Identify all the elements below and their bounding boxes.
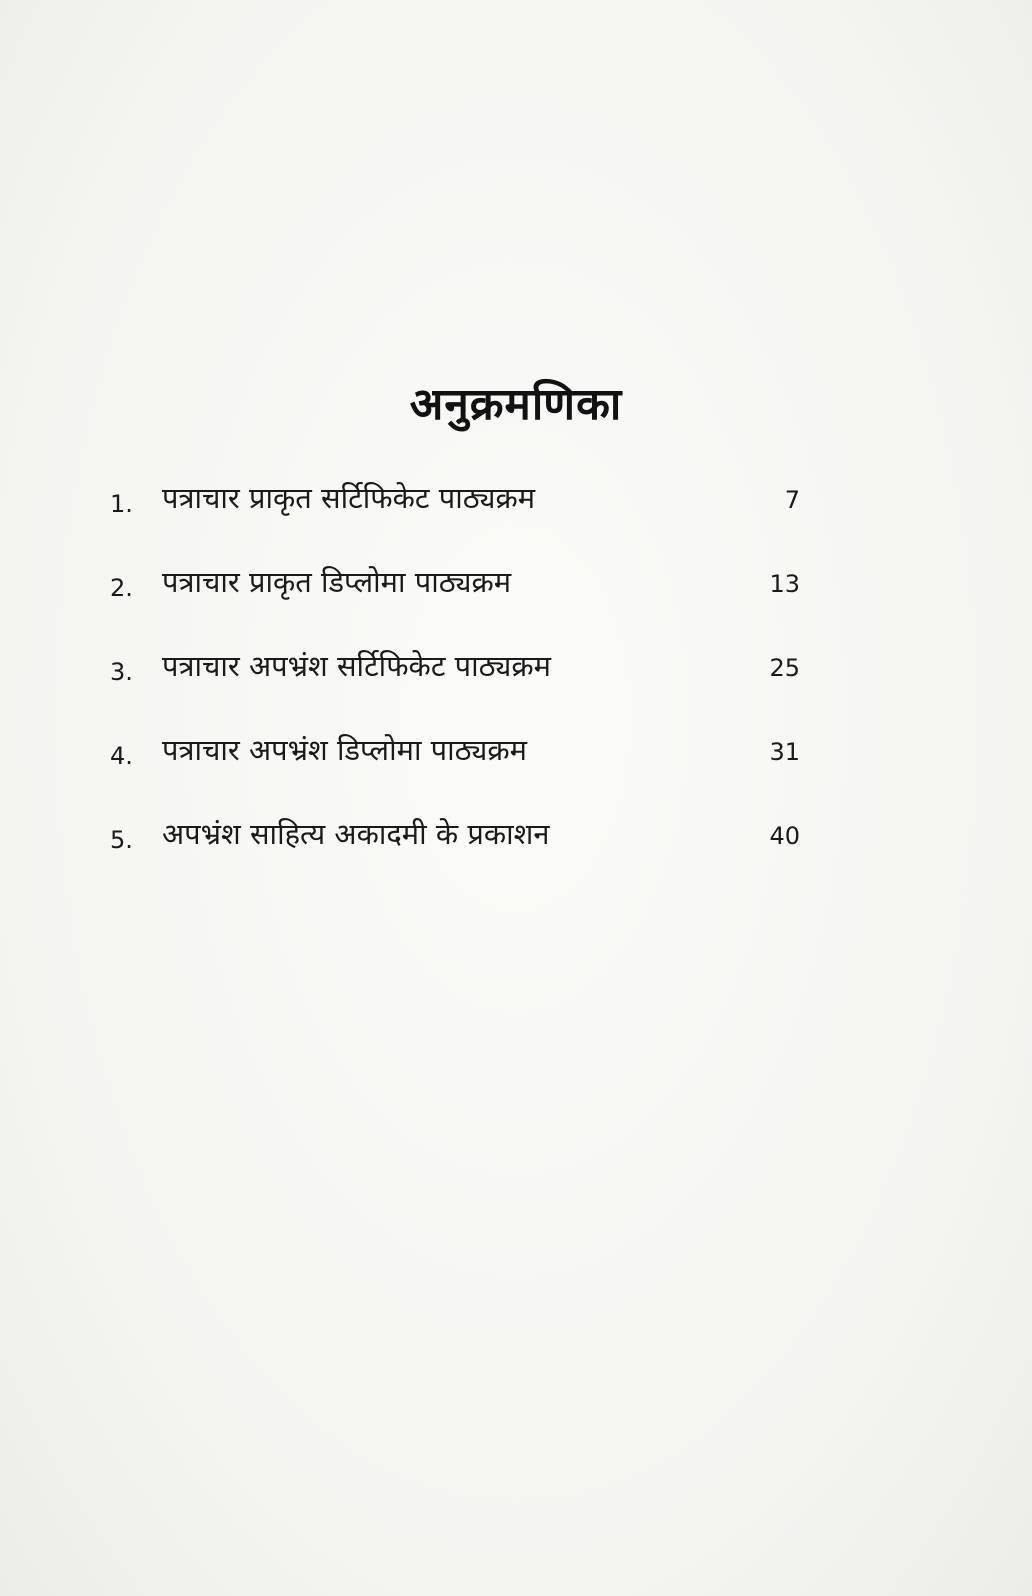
toc-entry-number: 4.: [110, 742, 133, 770]
toc-entry-title: अपभ्रंश साहित्य अकादमी के प्रकाशन: [162, 817, 550, 851]
toc-entry-page: 40: [769, 822, 800, 850]
table-of-contents: [110, 478, 800, 898]
toc-entry-title: पत्राचार प्राकृत डिप्लोमा पाठ्यक्रम: [162, 565, 512, 599]
toc-entry-title: पत्राचार अपभ्रंश सर्टिफिकेट पाठ्यक्रम: [162, 649, 551, 683]
toc-entry-3: [110, 646, 800, 730]
toc-entry-title: पत्राचार अपभ्रंश डिप्लोमा पाठ्यक्रम: [162, 733, 528, 767]
toc-entry-5: [110, 814, 800, 898]
toc-entry-number: 5.: [110, 826, 133, 854]
toc-entry-page: 13: [769, 570, 800, 598]
toc-entry-2: [110, 562, 800, 646]
toc-entry-1: [110, 478, 800, 562]
toc-entry-page: 7: [784, 486, 800, 514]
toc-entry-number: 1.: [110, 490, 133, 518]
toc-entry-page: 31: [769, 738, 800, 766]
toc-entry-number: 3.: [110, 658, 133, 686]
toc-entry-page: 25: [769, 654, 800, 682]
toc-entry-4: [110, 730, 800, 814]
toc-entry-number: 2.: [110, 574, 133, 602]
page-title: अनुक्रमणिका: [409, 379, 623, 430]
toc-entry-title: पत्राचार प्राकृत सर्टिफिकेट पाठ्यक्रम: [162, 481, 536, 515]
